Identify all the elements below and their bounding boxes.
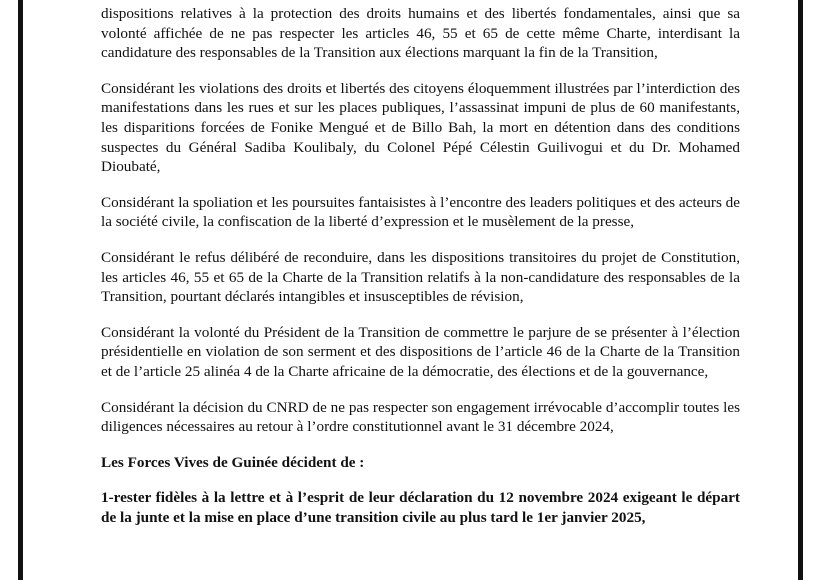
decision-item-1: 1-rester fidèles à la lettre et à l’esprit de leur déclaration du 12 novembre 2024 exigeant le départ de la junte et la mise en place d’une transition civile au plus tard le 1er janvier 2025, — [101, 489, 740, 526]
paragraph-refus: Considérant le refus délibéré de reconduire, dans les dispositions transitoires du projet de Constitution, les articles 46, 55 et 65 de la Charte de la Transition relatifs à la non-candidature des responsables de la Transition, pourtant déclarés intangibles et insusceptibles de révision, — [101, 248, 740, 306]
paragraph-decision-cnrd: Considérant la décision du CNRD de ne pas respecter son engagement irrévocable d’accomplir toutes les diligences nécessaires au retour à l’ordre constitutionnel avant le 31 décembre 2024, — [101, 398, 740, 436]
paragraph-violations: Considérant les violations des droits et libertés des citoyens éloquemment illustrées par l’interdiction des manifestations dans les rues et sur les places publiques, l’assassinat impuni de plus de 60 manifestants, les disparitions forcées de Fonike Mengué et de Billo Bah, la mort en détention dans des conditions suspectes du Général Sadiba Koulibaly, du Colonel Pépé Célestin Guilivogui et du Dr. Mohamed Dioubaté, — [101, 79, 740, 176]
page-border-right — [798, 0, 803, 580]
paragraph-volonte: Considérant la volonté du Président de la Transition de commettre le parjure de se présenter à l’élection présidentielle en violation de son serment et des dispositions de l’article 46 de la Charte de la Transition et de l’article 25 alinéa 4 de la Charte africaine de la démocratie, des élections et de la gouvernance, — [101, 323, 740, 380]
decision-heading: Les Forces Vives de Guinée décident de : — [101, 453, 365, 471]
page-border-left — [18, 0, 23, 580]
paragraph-dispositions: dispositions relatives à la protection des droits humains et des libertés fondamentales, ainsi que sa volonté affichée de ne pas respecter les articles 46, 55 et 65 de cette même Charte, interdisant la candidature des responsables de la Transition aux élections marquant la fin de la Transition, — [101, 5, 740, 62]
paragraph-spoliation: Considérant la spoliation et les poursuites fantaisistes à l’encontre des leaders politiques et des acteurs de la société civile, la confiscation de la liberté d’expression et le musèlement de la presse, — [101, 193, 740, 231]
document-body — [101, 4, 740, 543]
